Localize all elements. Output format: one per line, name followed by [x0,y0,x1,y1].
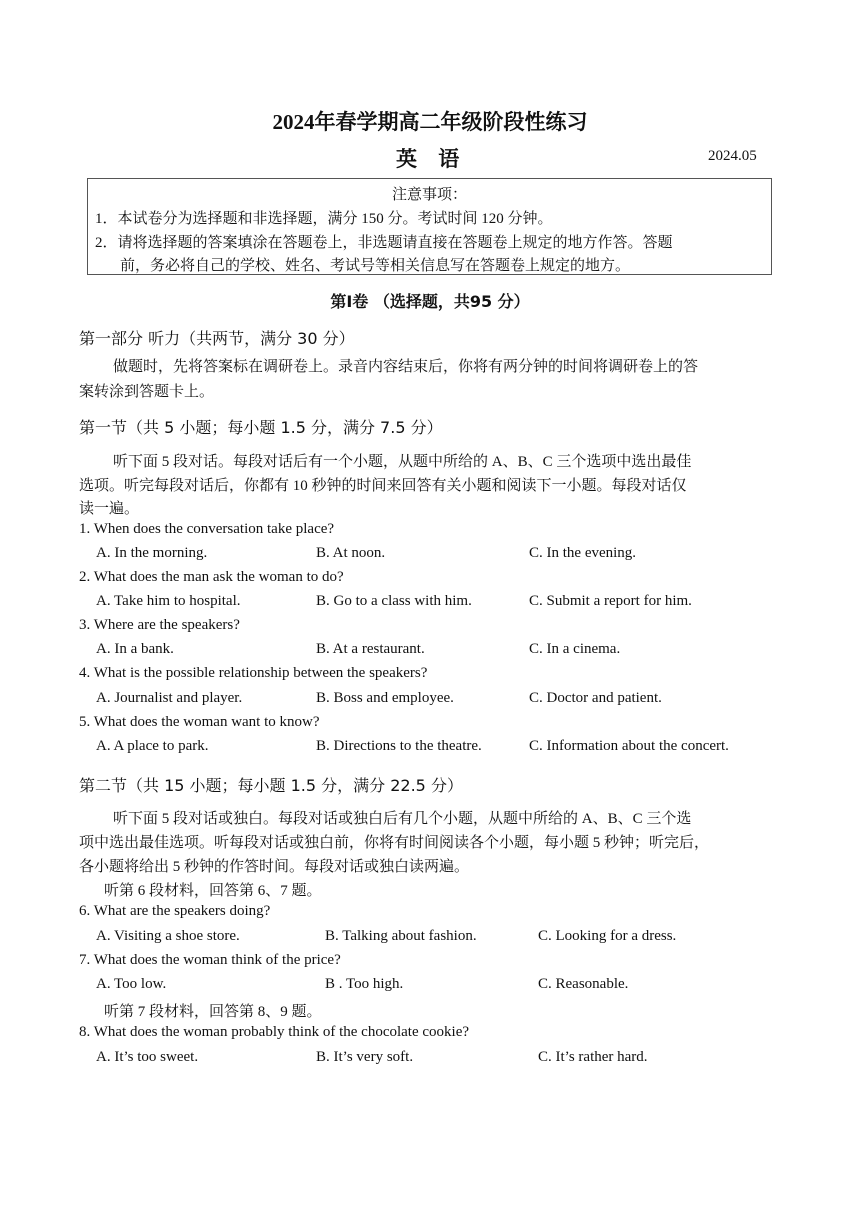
option-5c: C. Information about the concert. [529,738,729,754]
option-6b: B. Talking about fashion. [325,928,477,944]
section2-intro-line-3: 各小题将给出 5 秒钟的作答时间。每段对话或独白读两遍。 [79,859,470,875]
part1-intro-line-2: 案转涂到答题卡上。 [79,384,215,400]
option-6c: C. Looking for a dress. [538,928,677,944]
section1-heading: 第一节（共 5 小题；每小题 1.5 分，满分 7.5 分） [79,418,443,437]
question-8: 8. What does the woman probably think of the chocolate cookie? [79,1024,470,1040]
material-6-instruction: 听第 6 段材料，回答第 6、7 题。 [104,883,322,899]
notice-line-3: 前，务必将自己的学校、姓名、考试号等相关信息写在答题卷上规定的地方。 [120,258,631,274]
option-2c: C. Submit a report for him. [529,593,692,609]
notice-line-2: 2．请将选择题的答案填涂在答题卷上，非选题请直接在答题卷上规定的地方作答。答题 [95,235,673,251]
option-8a: A. It’s too sweet. [96,1049,199,1065]
option-3a: A. In a bank. [96,641,174,657]
option-1a: A. In the morning. [96,545,208,561]
section1-intro-line-2: 选项。听完每段对话后，你都有 10 秒钟的时间来回答有关小题和阅读下一小题。每段对话仅 [79,478,687,494]
option-8c: C. It’s rather hard. [538,1049,648,1065]
section2-intro-line-2: 项中选出最佳选项。听每段对话或独白前，你将有时间阅读各个小题，每小题 5 秒钟；听完后， [79,835,710,851]
option-3b: B. At a restaurant. [316,641,425,657]
material-7-instruction: 听第 7 段材料，回答第 8、9 题。 [104,1004,322,1020]
option-7a: A. Too low. [96,976,167,992]
question-2: 2. What does the man ask the woman to do? [79,569,344,585]
exam-title: 2024年春学期高二年级阶段性练习 [272,110,588,134]
option-2b: B. Go to a class with him. [316,593,472,609]
section1-intro-line-3: 读一遍。 [79,501,140,517]
option-4c: C. Doctor and patient. [529,690,662,706]
option-3c: C. In a cinema. [529,641,621,657]
option-7b: B . Too high. [325,976,404,992]
subject-title: 英 语 [396,147,468,171]
option-2a: A. Take him to hospital. [96,593,241,609]
notice-line-1: 1．本试卷分为选择题和非选择题，满分 150 分。考试时间 120 分钟。 [95,211,553,227]
question-4: 4. What is the possible relationship between the speakers? [79,665,428,681]
question-3: 3. Where are the speakers? [79,617,240,633]
option-5a: A. A place to park. [96,738,209,754]
question-7: 7. What does the woman think of the price? [79,952,341,968]
exam-date: 2024.05 [708,148,757,164]
option-1c: C. In the evening. [529,545,637,561]
option-5b: B. Directions to the theatre. [316,738,482,754]
section2-heading: 第二节（共 15 小题；每小题 1.5 分，满分 22.5 分） [79,776,463,795]
part1-intro-line-1: 做题时，先将答案标在调研卷上。录音内容结束后，你将有两分钟的时间将调研卷上的答 [113,359,699,375]
option-1b: B. At noon. [316,545,386,561]
option-7c: C. Reasonable. [538,976,629,992]
question-6: 6. What are the speakers doing? [79,903,271,919]
question-5: 5. What does the woman want to know? [79,714,320,730]
part1-heading: 第一部分 听力（共两节，满分 30 分） [79,329,355,348]
section2-intro-line-1: 听下面 5 段对话或独白。每段对话或独白后有几个小题，从题中所给的 A、B、C 三个选 [113,811,692,827]
notice-box [87,178,772,275]
volume-heading: 第Ⅰ卷 （选择题，共95 分） [330,292,530,311]
option-4a: A. Journalist and player. [96,690,243,706]
section1-intro-line-1: 听下面 5 段对话。每段对话后有一个小题，从题中所给的 A、B、C 三个选项中选出最佳 [113,454,692,470]
notice-heading: 注意事项： [391,187,467,203]
option-8b: B. It’s very soft. [316,1049,414,1065]
option-4b: B. Boss and employee. [316,690,454,706]
option-6a: A. Visiting a shoe store. [96,928,240,944]
question-1: 1. When does the conversation take place? [79,521,335,537]
